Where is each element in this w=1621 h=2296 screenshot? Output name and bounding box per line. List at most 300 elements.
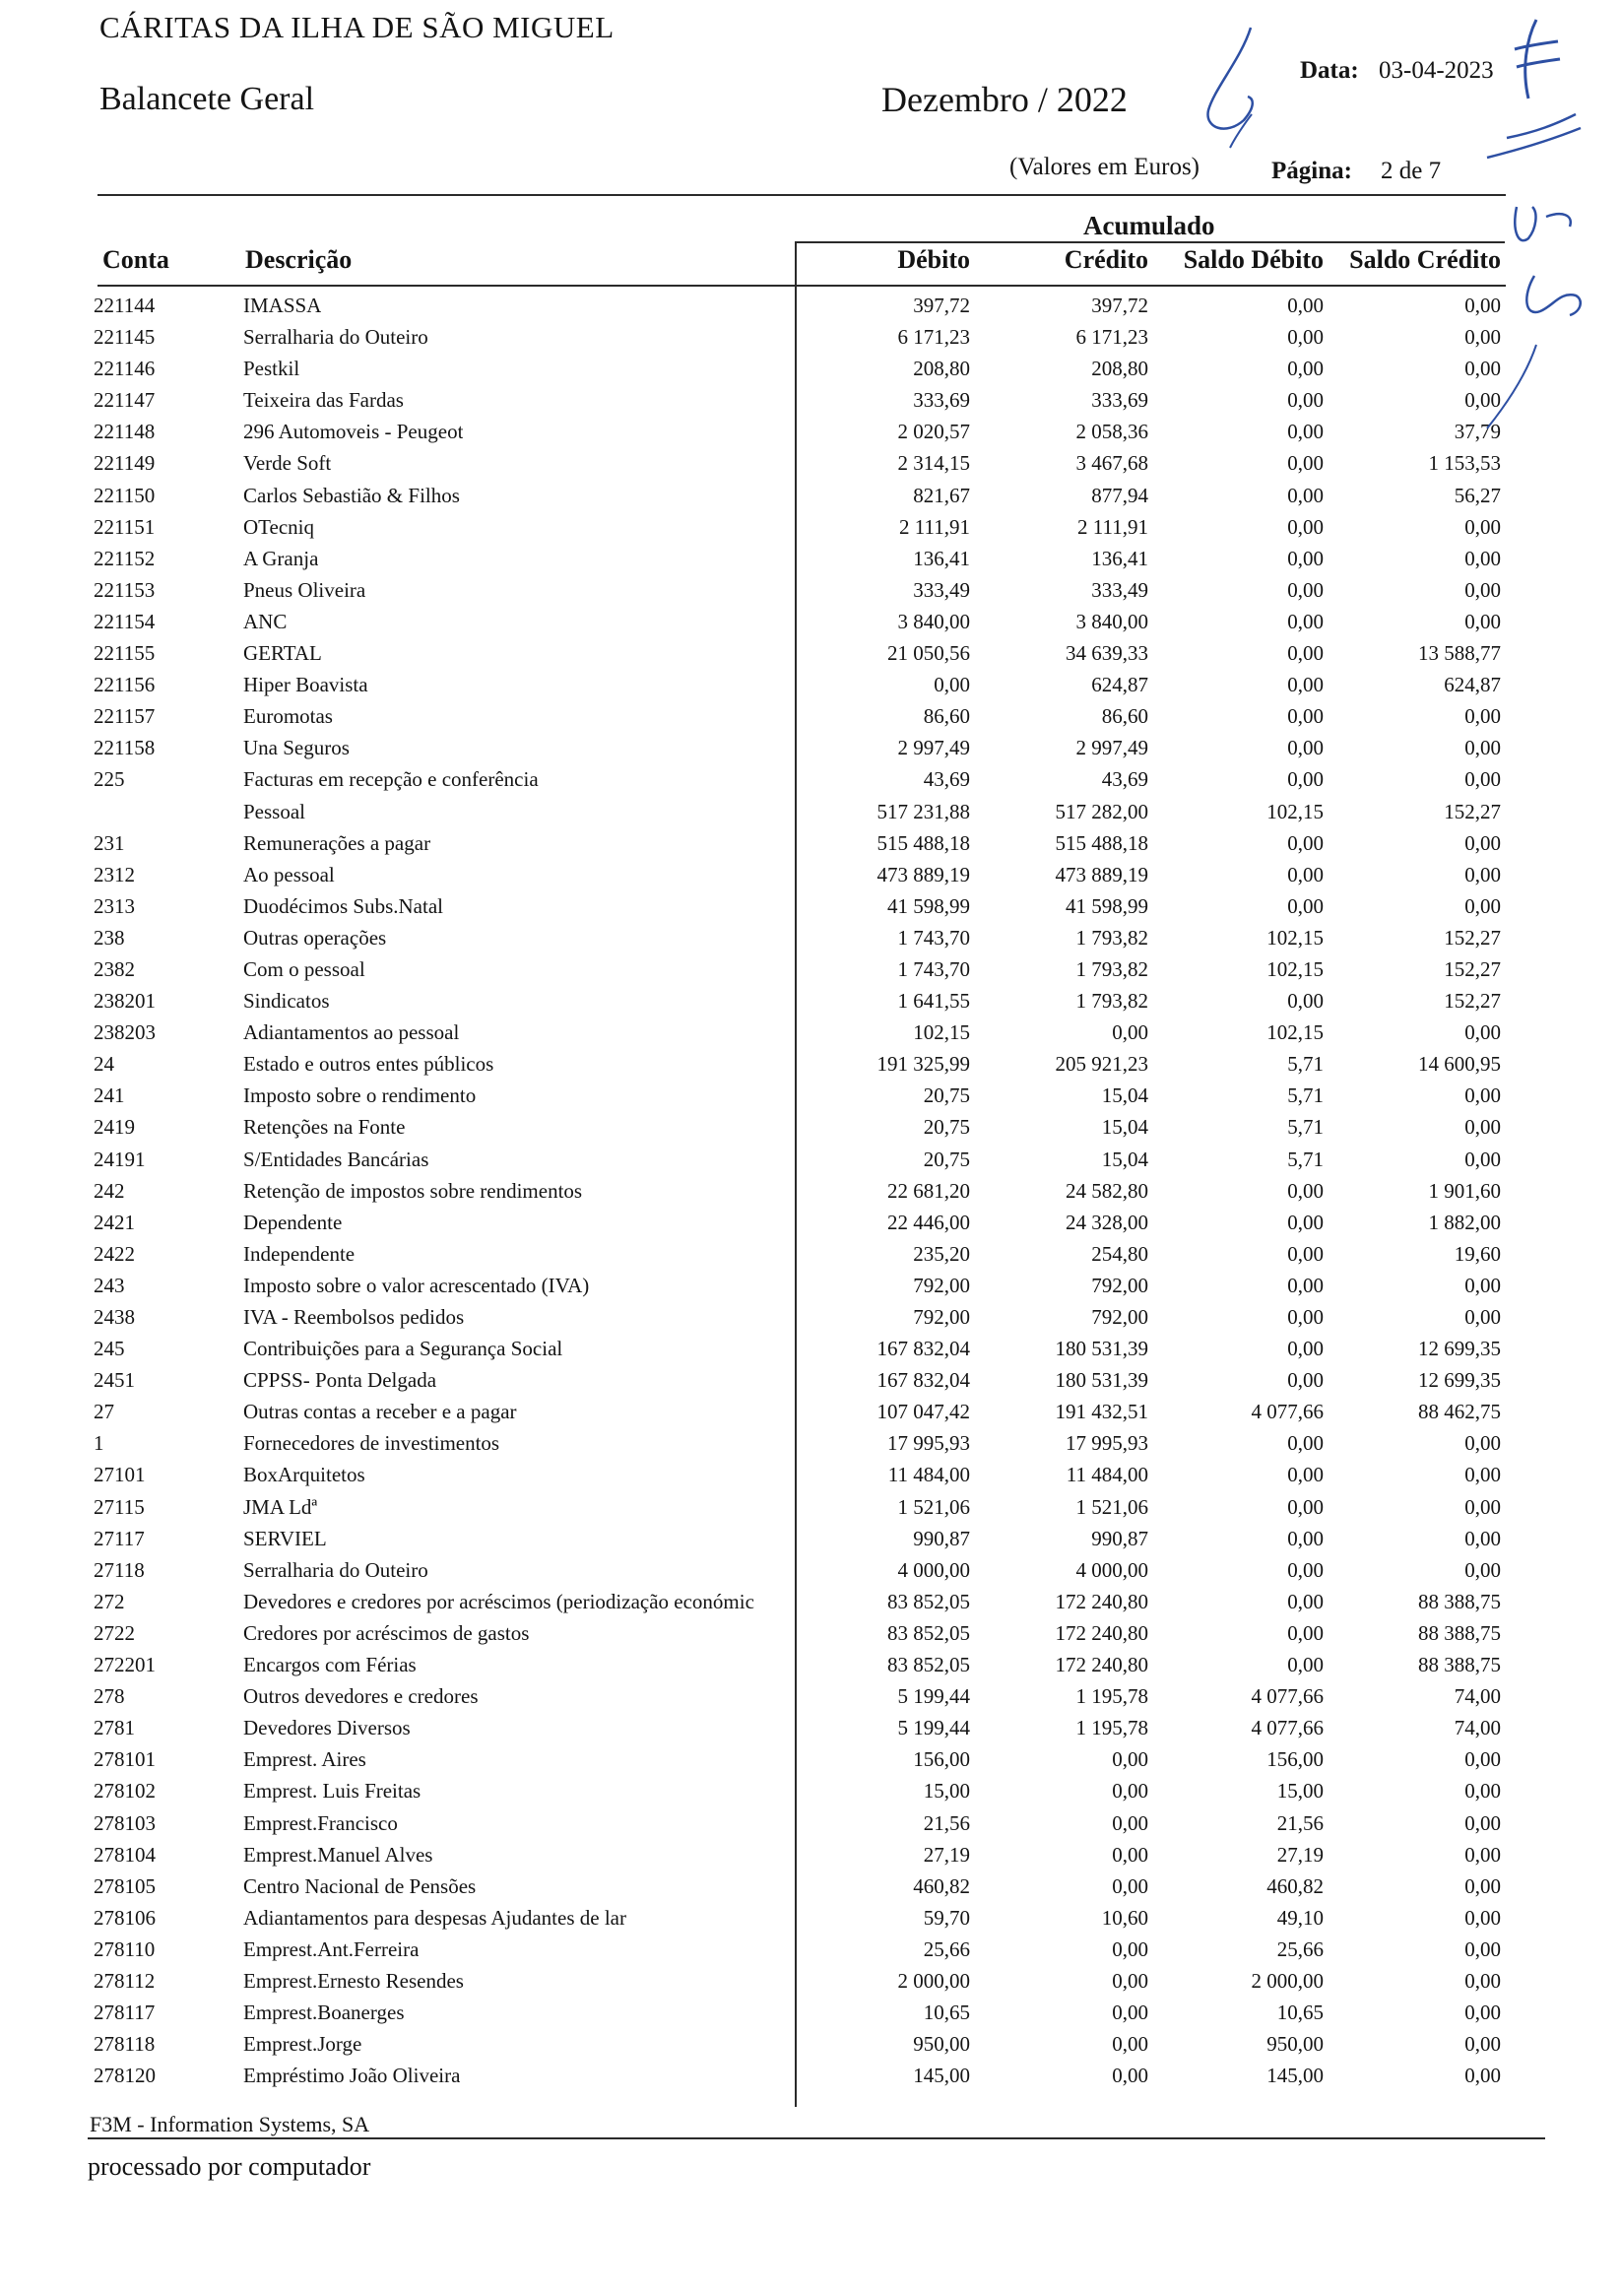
table-row bbox=[0, 985, 1621, 1017]
row-credit-balance: 88 388,75 bbox=[1418, 1589, 1501, 1613]
row-credit: 0,00 bbox=[1112, 1810, 1148, 1835]
table-row bbox=[0, 1080, 1621, 1111]
row-credit-balance: 0,00 bbox=[1464, 357, 1501, 381]
table-row bbox=[0, 1934, 1621, 1965]
row-description: Teixeira das Fardas bbox=[243, 388, 404, 413]
row-debit-balance: 10,65 bbox=[1276, 2001, 1324, 2025]
column-header-rule bbox=[97, 285, 1506, 287]
row-debit-balance: 27,19 bbox=[1276, 1842, 1324, 1867]
row-account: 278101 bbox=[94, 1747, 156, 1772]
row-description: Adiantamentos para despesas Ajudantes de lar bbox=[243, 1905, 626, 1930]
row-description: Carlos Sebastião & Filhos bbox=[243, 483, 460, 507]
row-debit-balance: 102,15 bbox=[1266, 799, 1324, 823]
row-credit-balance: 14 600,95 bbox=[1418, 1052, 1501, 1077]
row-account: 221144 bbox=[94, 294, 156, 317]
row-debit: 86,60 bbox=[923, 704, 970, 729]
column-header-credit: Crédito bbox=[1064, 245, 1148, 274]
balance-table-body bbox=[0, 290, 1621, 2091]
row-account: 221153 bbox=[94, 577, 156, 602]
row-debit: 136,41 bbox=[913, 546, 970, 570]
row-account: 243 bbox=[94, 1273, 125, 1297]
row-debit-balance: 0,00 bbox=[1287, 1589, 1324, 1613]
table-row bbox=[0, 1364, 1621, 1396]
row-account: 245 bbox=[94, 1337, 125, 1361]
row-debit: 990,87 bbox=[913, 1526, 970, 1550]
row-debit: 156,00 bbox=[913, 1747, 970, 1772]
row-debit: 333,69 bbox=[913, 388, 970, 413]
row-credit: 15,04 bbox=[1101, 1115, 1148, 1140]
row-debit: 2 111,91 bbox=[899, 514, 970, 539]
acumulado-rule bbox=[796, 241, 1505, 243]
row-account: 27117 bbox=[94, 1526, 145, 1550]
row-account: 2422 bbox=[94, 1241, 135, 1266]
row-description: Credores por acréscimos de gastos bbox=[243, 1620, 530, 1645]
row-account: 278105 bbox=[94, 1873, 156, 1898]
row-debit-balance: 4 077,66 bbox=[1251, 1684, 1324, 1709]
row-debit: 2 314,15 bbox=[897, 451, 970, 476]
row-description: Emprest.Ernesto Resendes bbox=[243, 1968, 464, 1993]
row-credit-balance: 1 153,53 bbox=[1428, 451, 1501, 476]
row-credit-balance: 0,00 bbox=[1464, 1431, 1501, 1456]
row-credit: 0,00 bbox=[1112, 1747, 1148, 1772]
row-account: 221147 bbox=[94, 388, 156, 413]
row-credit: 43,69 bbox=[1101, 767, 1148, 792]
row-account: 2722 bbox=[94, 1620, 135, 1645]
table-row bbox=[0, 543, 1621, 574]
row-description: Duodécimos Subs.Natal bbox=[243, 893, 443, 918]
row-credit: 1 195,78 bbox=[1075, 1716, 1148, 1740]
date-label: Data: bbox=[1300, 57, 1359, 84]
row-credit-balance: 0,00 bbox=[1464, 388, 1501, 413]
row-credit: 172 240,80 bbox=[1055, 1589, 1148, 1613]
row-account: 238203 bbox=[94, 1020, 156, 1045]
row-credit-balance: 56,27 bbox=[1454, 483, 1501, 507]
acumulado-header: Acumulado bbox=[1083, 211, 1215, 240]
row-debit: 22 681,20 bbox=[887, 1178, 970, 1203]
row-debit: 2 000,00 bbox=[897, 1968, 970, 1993]
row-credit-balance: 0,00 bbox=[1464, 1779, 1501, 1804]
row-credit: 41 598,99 bbox=[1066, 893, 1148, 918]
row-debit-balance: 0,00 bbox=[1287, 736, 1324, 760]
row-credit-balance: 0,00 bbox=[1464, 1526, 1501, 1550]
row-credit: 1 195,78 bbox=[1075, 1684, 1148, 1709]
table-row bbox=[0, 1333, 1621, 1364]
row-credit-balance: 12 699,35 bbox=[1418, 1368, 1501, 1393]
row-debit-balance: 0,00 bbox=[1287, 1368, 1324, 1393]
table-row bbox=[0, 384, 1621, 416]
row-credit-balance: 0,00 bbox=[1464, 325, 1501, 350]
row-description: GERTAL bbox=[243, 641, 322, 666]
row-debit-balance: 0,00 bbox=[1287, 1653, 1324, 1677]
row-debit: 22 446,00 bbox=[887, 1210, 970, 1234]
row-credit-balance: 0,00 bbox=[1464, 609, 1501, 633]
table-row bbox=[0, 1965, 1621, 1997]
row-credit: 4 000,00 bbox=[1075, 1557, 1148, 1582]
row-debit: 20,75 bbox=[923, 1147, 970, 1171]
row-account: 221155 bbox=[94, 641, 156, 666]
row-account: 2419 bbox=[94, 1115, 135, 1140]
row-debit: 515 488,18 bbox=[876, 830, 970, 855]
row-credit-balance: 88 388,75 bbox=[1418, 1653, 1501, 1677]
row-credit: 0,00 bbox=[1112, 1936, 1148, 1961]
row-description: Pessoal bbox=[243, 799, 305, 823]
row-debit-balance: 15,00 bbox=[1276, 1779, 1324, 1804]
row-description: Adiantamentos ao pessoal bbox=[243, 1020, 460, 1045]
row-debit: 1 641,55 bbox=[897, 989, 970, 1014]
table-row bbox=[0, 353, 1621, 384]
row-credit-balance: 0,00 bbox=[1464, 1810, 1501, 1835]
row-credit: 333,69 bbox=[1091, 388, 1148, 413]
row-debit: 397,72 bbox=[913, 294, 970, 317]
row-credit: 0,00 bbox=[1112, 2064, 1148, 2088]
row-description: Outras contas a receber e a pagar bbox=[243, 1400, 517, 1424]
column-header-description: Descrição bbox=[245, 245, 353, 274]
footer-rule bbox=[88, 2137, 1545, 2139]
header-rule bbox=[97, 194, 1506, 196]
table-row bbox=[0, 700, 1621, 732]
row-credit: 333,49 bbox=[1091, 577, 1148, 602]
row-description: 296 Automoveis - Peugeot bbox=[243, 420, 464, 444]
row-debit: 517 231,88 bbox=[876, 799, 970, 823]
footer-note: processado por computador bbox=[88, 2152, 371, 2181]
row-description: JMA Ldª bbox=[243, 1494, 318, 1519]
row-account: 221154 bbox=[94, 609, 156, 633]
row-credit-balance: 0,00 bbox=[1464, 2064, 1501, 2088]
handwritten-initials bbox=[1467, 10, 1605, 433]
row-debit: 2 997,49 bbox=[897, 736, 970, 760]
row-account: 221157 bbox=[94, 704, 156, 729]
row-debit-balance: 21,56 bbox=[1276, 1810, 1324, 1835]
table-row bbox=[0, 2060, 1621, 2091]
row-debit: 1 743,70 bbox=[897, 956, 970, 981]
row-debit-balance: 0,00 bbox=[1287, 1557, 1324, 1582]
row-debit: 821,67 bbox=[913, 483, 970, 507]
table-row bbox=[0, 1617, 1621, 1649]
row-account: 238201 bbox=[94, 989, 156, 1014]
row-description: Outras operações bbox=[243, 925, 387, 950]
row-credit-balance: 0,00 bbox=[1464, 1020, 1501, 1045]
row-account: 221151 bbox=[94, 514, 156, 539]
row-credit: 180 531,39 bbox=[1055, 1368, 1148, 1393]
row-description: Contribuições para a Segurança Social bbox=[243, 1337, 563, 1361]
row-credit: 473 889,19 bbox=[1055, 862, 1148, 886]
table-row bbox=[0, 1902, 1621, 1934]
table-row bbox=[0, 480, 1621, 511]
row-credit-balance: 152,27 bbox=[1444, 956, 1501, 981]
table-row bbox=[0, 1111, 1621, 1143]
row-description: Dependente bbox=[243, 1210, 343, 1234]
row-credit: 792,00 bbox=[1091, 1305, 1148, 1329]
row-credit-balance: 1 882,00 bbox=[1428, 1210, 1501, 1234]
row-debit-balance: 102,15 bbox=[1266, 956, 1324, 981]
row-credit-balance: 0,00 bbox=[1464, 704, 1501, 729]
row-debit-balance: 0,00 bbox=[1287, 1494, 1324, 1519]
row-credit: 24 328,00 bbox=[1066, 1210, 1148, 1234]
column-header-debit-balance: Saldo Débito bbox=[1183, 245, 1324, 274]
row-description: Emprest.Manuel Alves bbox=[243, 1842, 433, 1867]
row-credit-balance: 152,27 bbox=[1444, 925, 1501, 950]
column-header-credit-balance: Saldo Crédito bbox=[1349, 245, 1501, 274]
row-credit: 0,00 bbox=[1112, 1968, 1148, 1993]
row-credit: 86,60 bbox=[1101, 704, 1148, 729]
row-debit: 2 020,57 bbox=[897, 420, 970, 444]
row-credit: 34 639,33 bbox=[1066, 641, 1148, 666]
row-debit-balance: 0,00 bbox=[1287, 609, 1324, 633]
row-credit-balance: 0,00 bbox=[1464, 546, 1501, 570]
row-credit: 172 240,80 bbox=[1055, 1620, 1148, 1645]
column-header-account: Conta bbox=[102, 245, 169, 274]
row-description: Serralharia do Outeiro bbox=[243, 325, 428, 350]
row-debit: 83 852,05 bbox=[887, 1620, 970, 1645]
row-account: 27101 bbox=[94, 1463, 146, 1487]
row-debit-balance: 0,00 bbox=[1287, 1305, 1324, 1329]
row-account: 278104 bbox=[94, 1842, 156, 1867]
row-account: 238 bbox=[94, 925, 125, 950]
row-debit-balance: 460,82 bbox=[1266, 1873, 1324, 1898]
row-account: 24191 bbox=[94, 1147, 146, 1171]
row-description: Devedores e credores por acréscimos (periodização económic bbox=[243, 1589, 754, 1613]
row-debit: 1 743,70 bbox=[897, 925, 970, 950]
row-credit: 1 793,82 bbox=[1075, 925, 1148, 950]
row-debit-balance: 0,00 bbox=[1287, 577, 1324, 602]
row-credit-balance: 152,27 bbox=[1444, 799, 1501, 823]
row-debit-balance: 0,00 bbox=[1287, 704, 1324, 729]
row-debit-balance: 0,00 bbox=[1287, 830, 1324, 855]
row-debit-balance: 49,10 bbox=[1276, 1905, 1324, 1930]
row-debit-balance: 0,00 bbox=[1287, 893, 1324, 918]
row-credit: 2 111,91 bbox=[1077, 514, 1148, 539]
row-debit: 792,00 bbox=[913, 1273, 970, 1297]
row-debit: 167 832,04 bbox=[876, 1368, 970, 1393]
table-row bbox=[0, 669, 1621, 700]
handwritten-signature bbox=[1197, 20, 1285, 167]
row-description: Centro Nacional de Pensões bbox=[243, 1873, 477, 1898]
row-credit: 990,87 bbox=[1091, 1526, 1148, 1550]
row-credit: 1 793,82 bbox=[1075, 989, 1148, 1014]
row-credit: 15,04 bbox=[1101, 1083, 1148, 1108]
row-credit: 0,00 bbox=[1112, 2001, 1148, 2025]
row-description: Imposto sobre o rendimento bbox=[243, 1083, 477, 1108]
row-account: 278103 bbox=[94, 1810, 156, 1835]
row-debit: 83 852,05 bbox=[887, 1653, 970, 1677]
row-account: 278106 bbox=[94, 1905, 156, 1930]
row-description: CPPSS- Ponta Delgada bbox=[243, 1368, 437, 1393]
table-row bbox=[0, 1207, 1621, 1238]
row-account: 241 bbox=[94, 1083, 125, 1108]
row-account: 221150 bbox=[94, 483, 156, 507]
row-description: IMASSA bbox=[243, 294, 322, 317]
row-credit: 624,87 bbox=[1091, 673, 1148, 697]
row-debit-balance: 0,00 bbox=[1287, 325, 1324, 350]
table-row bbox=[0, 1743, 1621, 1775]
row-credit: 1 793,82 bbox=[1075, 956, 1148, 981]
row-credit-balance: 37,79 bbox=[1454, 420, 1501, 444]
row-description: Emprest.Ant.Ferreira bbox=[243, 1936, 420, 1961]
row-debit-balance: 0,00 bbox=[1287, 989, 1324, 1014]
row-debit: 208,80 bbox=[913, 357, 970, 381]
row-debit-balance: 0,00 bbox=[1287, 357, 1324, 381]
row-credit: 205 921,23 bbox=[1055, 1052, 1148, 1077]
date-value: 03-04-2023 bbox=[1379, 57, 1494, 84]
row-debit: 59,70 bbox=[923, 1905, 970, 1930]
row-debit-balance: 0,00 bbox=[1287, 1620, 1324, 1645]
row-credit: 517 282,00 bbox=[1055, 799, 1148, 823]
row-account: 221149 bbox=[94, 451, 156, 476]
row-debit-balance: 102,15 bbox=[1266, 925, 1324, 950]
row-debit: 167 832,04 bbox=[876, 1337, 970, 1361]
row-credit-balance: 13 588,77 bbox=[1418, 641, 1501, 666]
row-debit: 20,75 bbox=[923, 1083, 970, 1108]
row-account: 27115 bbox=[94, 1494, 145, 1519]
row-credit: 208,80 bbox=[1091, 357, 1148, 381]
row-credit-balance: 0,00 bbox=[1464, 1273, 1501, 1297]
table-row bbox=[0, 890, 1621, 922]
row-account: 221158 bbox=[94, 736, 156, 760]
row-description: Una Seguros bbox=[243, 736, 350, 760]
row-credit-balance: 0,00 bbox=[1464, 1873, 1501, 1898]
row-description: Encargos com Férias bbox=[243, 1653, 417, 1677]
row-description: SERVIEL bbox=[243, 1526, 327, 1550]
row-debit-balance: 0,00 bbox=[1287, 641, 1324, 666]
row-account: 2382 bbox=[94, 956, 135, 981]
row-debit-balance: 145,00 bbox=[1266, 2064, 1324, 2088]
table-row bbox=[0, 1586, 1621, 1617]
row-credit: 24 582,80 bbox=[1066, 1178, 1148, 1203]
table-row bbox=[0, 606, 1621, 637]
row-account: 2313 bbox=[94, 893, 135, 918]
row-description: Sindicatos bbox=[243, 989, 330, 1014]
row-description: A Granja bbox=[243, 546, 319, 570]
row-description: Estado e outros entes públicos bbox=[243, 1052, 494, 1077]
row-account: 278120 bbox=[94, 2064, 156, 2088]
row-credit-balance: 0,00 bbox=[1464, 1747, 1501, 1772]
row-credit-balance: 152,27 bbox=[1444, 989, 1501, 1014]
row-debit-balance: 0,00 bbox=[1287, 862, 1324, 886]
row-debit: 333,49 bbox=[913, 577, 970, 602]
row-credit-balance: 19,60 bbox=[1454, 1241, 1501, 1266]
row-debit-balance: 5,71 bbox=[1287, 1052, 1324, 1077]
organization-name: CÁRITAS DA ILHA DE SÃO MIGUEL bbox=[99, 10, 615, 44]
row-credit: 10,60 bbox=[1101, 1905, 1148, 1930]
row-account: 278102 bbox=[94, 1779, 156, 1804]
row-account: 272 bbox=[94, 1589, 125, 1613]
row-debit-balance: 4 077,66 bbox=[1251, 1716, 1324, 1740]
table-row bbox=[0, 1807, 1621, 1839]
table-row bbox=[0, 637, 1621, 669]
page-label: Página: bbox=[1271, 158, 1352, 184]
row-credit: 15,04 bbox=[1101, 1147, 1148, 1171]
table-row bbox=[0, 290, 1621, 321]
row-debit-balance: 2 000,00 bbox=[1251, 1968, 1324, 1993]
row-credit: 0,00 bbox=[1112, 1779, 1148, 1804]
row-description: ANC bbox=[243, 609, 288, 633]
row-debit: 102,15 bbox=[913, 1020, 970, 1045]
row-debit: 235,20 bbox=[913, 1241, 970, 1266]
row-description: Emprest. Luis Freitas bbox=[243, 1779, 421, 1804]
table-row bbox=[0, 827, 1621, 859]
row-account: 27118 bbox=[94, 1557, 145, 1582]
row-credit-balance: 88 388,75 bbox=[1418, 1620, 1501, 1645]
row-credit-balance: 0,00 bbox=[1464, 862, 1501, 886]
row-credit-balance: 0,00 bbox=[1464, 1557, 1501, 1582]
report-title: Balancete Geral bbox=[99, 81, 315, 117]
row-description: Retenções na Fonte bbox=[243, 1115, 406, 1140]
table-row bbox=[0, 1491, 1621, 1523]
row-account: 2421 bbox=[94, 1210, 135, 1234]
footer-company: F3M - Information Systems, SA bbox=[90, 2112, 370, 2136]
row-credit: 397,72 bbox=[1091, 294, 1148, 317]
table-row bbox=[0, 859, 1621, 890]
table-row bbox=[0, 574, 1621, 606]
row-credit: 6 171,23 bbox=[1075, 325, 1148, 350]
row-debit: 20,75 bbox=[923, 1115, 970, 1140]
row-credit-balance: 0,00 bbox=[1464, 577, 1501, 602]
row-credit-balance: 0,00 bbox=[1464, 1115, 1501, 1140]
row-debit-balance: 0,00 bbox=[1287, 388, 1324, 413]
row-debit-balance: 0,00 bbox=[1287, 420, 1324, 444]
table-row bbox=[0, 321, 1621, 353]
row-credit-balance: 0,00 bbox=[1464, 767, 1501, 792]
row-credit-balance: 0,00 bbox=[1464, 294, 1501, 317]
row-debit-balance: 102,15 bbox=[1266, 1020, 1324, 1045]
row-debit: 11 484,00 bbox=[887, 1463, 970, 1487]
row-debit-balance: 25,66 bbox=[1276, 1936, 1324, 1961]
row-debit-balance: 0,00 bbox=[1287, 673, 1324, 697]
row-account: 231 bbox=[94, 830, 125, 855]
row-account: 2312 bbox=[94, 862, 135, 886]
row-credit: 191 432,51 bbox=[1055, 1400, 1148, 1424]
row-account: 2781 bbox=[94, 1716, 135, 1740]
row-debit-balance: 0,00 bbox=[1287, 1463, 1324, 1487]
row-description: Pestkil bbox=[243, 357, 300, 381]
row-account: 278 bbox=[94, 1684, 125, 1709]
row-debit: 3 840,00 bbox=[897, 609, 970, 633]
row-debit: 5 199,44 bbox=[897, 1716, 970, 1740]
row-debit: 27,19 bbox=[923, 1842, 970, 1867]
row-credit-balance: 0,00 bbox=[1464, 1936, 1501, 1961]
row-description: Com o pessoal bbox=[243, 956, 365, 981]
row-account: 221148 bbox=[94, 420, 156, 444]
row-credit: 11 484,00 bbox=[1066, 1463, 1148, 1487]
row-debit-balance: 0,00 bbox=[1287, 1273, 1324, 1297]
row-debit: 950,00 bbox=[913, 2032, 970, 2057]
row-debit: 83 852,05 bbox=[887, 1589, 970, 1613]
row-credit-balance: 12 699,35 bbox=[1418, 1337, 1501, 1361]
row-account: 221146 bbox=[94, 357, 156, 381]
row-credit-balance: 0,00 bbox=[1464, 1083, 1501, 1108]
row-debit-balance: 5,71 bbox=[1287, 1147, 1324, 1171]
row-debit: 21 050,56 bbox=[887, 641, 970, 666]
row-credit: 172 240,80 bbox=[1055, 1653, 1148, 1677]
row-debit-balance: 0,00 bbox=[1287, 483, 1324, 507]
row-description: Outros devedores e credores bbox=[243, 1684, 479, 1709]
row-credit-balance: 0,00 bbox=[1464, 1147, 1501, 1171]
table-row bbox=[0, 447, 1621, 479]
row-credit-balance: 0,00 bbox=[1464, 893, 1501, 918]
row-debit: 473 889,19 bbox=[876, 862, 970, 886]
row-credit: 792,00 bbox=[1091, 1273, 1148, 1297]
row-description: Pneus Oliveira bbox=[243, 577, 366, 602]
row-debit-balance: 0,00 bbox=[1287, 1526, 1324, 1550]
row-debit-balance: 4 077,66 bbox=[1251, 1400, 1324, 1424]
row-debit: 41 598,99 bbox=[887, 893, 970, 918]
row-credit-balance: 0,00 bbox=[1464, 736, 1501, 760]
row-description: Fornecedores de investimentos bbox=[243, 1431, 500, 1456]
table-row bbox=[0, 1017, 1621, 1048]
row-debit: 460,82 bbox=[913, 1873, 970, 1898]
row-description: Emprest.Francisco bbox=[243, 1810, 398, 1835]
row-debit: 21,56 bbox=[923, 1810, 970, 1835]
